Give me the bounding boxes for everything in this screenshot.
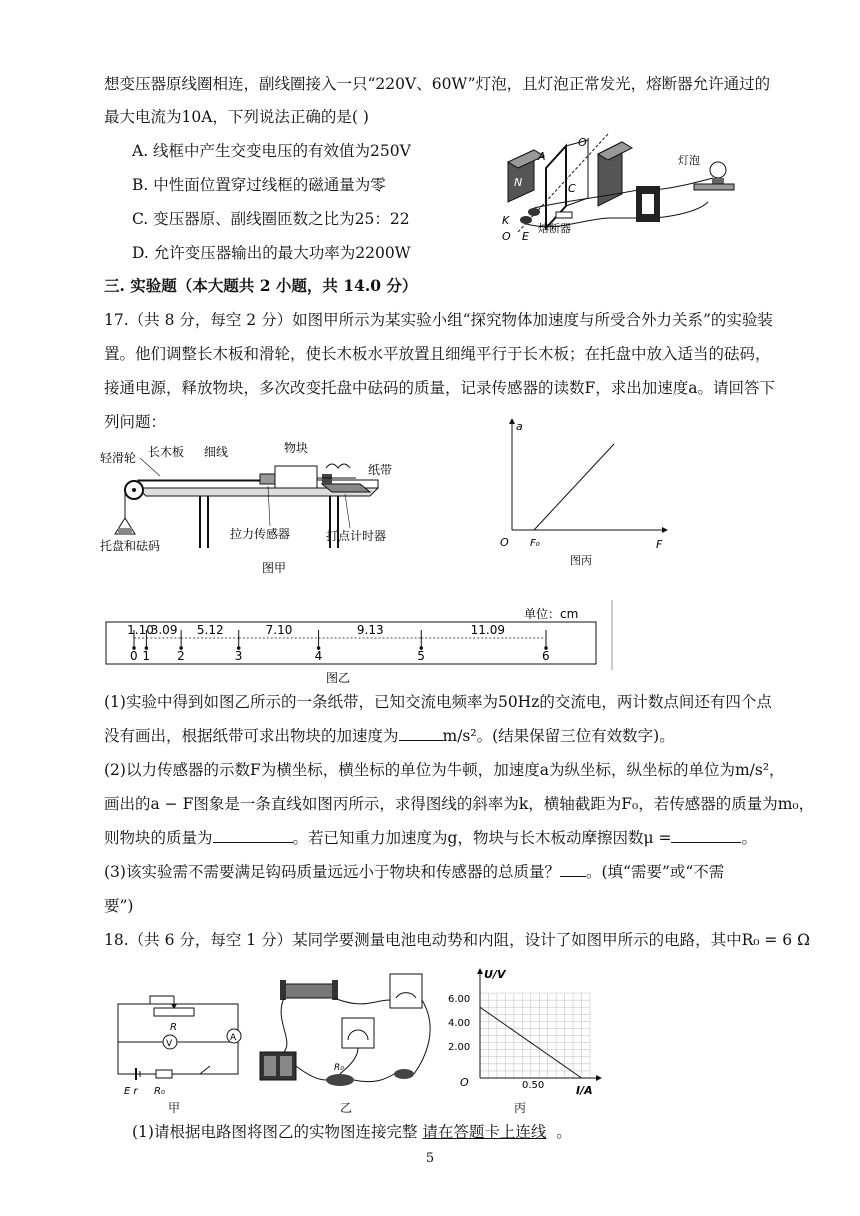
q17-tape-figure xyxy=(100,600,620,686)
q18-p1-suffix: 。 xyxy=(556,1123,572,1141)
q17-p3-suffix: 。(填“需要”或“不需 xyxy=(585,863,725,881)
q17-p3-blank[interactable] xyxy=(560,862,586,877)
ui-x-label: I/A xyxy=(576,1084,593,1097)
q16-option-b: B. 中性面位置穿过线框的磁通量为零 xyxy=(132,176,386,194)
label-sensor: 拉力传感器 xyxy=(230,527,291,541)
q16-option-a: A. 线框中产生交变电压的有效值为250V xyxy=(132,142,411,160)
page-number: 5 xyxy=(425,1151,435,1166)
tape-unit: 单位：cm xyxy=(524,607,579,621)
label-e: E xyxy=(522,230,529,243)
q17-p3-line2: 要”) xyxy=(104,897,134,915)
fig-yi-caption: 图乙 xyxy=(326,671,351,685)
q17-p1-text: 没有画出，根据纸带可求出物块的加速度为 xyxy=(104,727,399,745)
tape-point-label: 1 xyxy=(142,649,151,663)
q17-p3-text: (3)该实验需不需要满足钩码质量远远小于物块和传感器的总质量？ xyxy=(104,863,560,881)
q17-p1-line1: (1)实验中得到如图乙所示的一条纸带，已知交流电频率为50Hz的交流电，两计数点间还有四个点 xyxy=(104,693,772,711)
q18-circuit-diagram xyxy=(110,984,250,1104)
circuit-label-v: V xyxy=(166,1039,173,1049)
ui-xtick-050: 0.50 xyxy=(522,1080,545,1091)
q17-intro-line4: 列问题： xyxy=(104,413,167,431)
label-fuse: 熔断器 xyxy=(538,222,571,235)
tape-point-label: 0 xyxy=(130,649,138,663)
label-a: A xyxy=(538,150,546,163)
label-tray: 托盘和砝码 xyxy=(100,539,161,553)
af-line xyxy=(534,444,614,530)
q17-af-graph xyxy=(496,414,676,574)
q16-option-d: D. 允许变压器输出的最大功率为2200W xyxy=(132,244,411,262)
tape-point-label: 4 xyxy=(314,649,323,663)
q17-p2-text3: 。 xyxy=(741,829,757,847)
ui-origin: O xyxy=(460,1076,469,1089)
fig-bing-caption: 图丙 xyxy=(570,554,592,567)
circuit-label-er: E r xyxy=(124,1086,138,1097)
q17-p1-line2 xyxy=(104,726,675,746)
af-intercept: F₀ xyxy=(530,538,540,549)
q17-p2-line1: (2)以力传感器的示数F为横坐标，横坐标的单位为牛顿，加速度a为纵坐标，纵坐标的单位为m/s²， xyxy=(104,761,785,779)
circuit-label-r: R xyxy=(170,1022,177,1033)
magnet-n-label: N xyxy=(514,176,523,189)
q18-fig-bing-caption: 丙 xyxy=(514,1101,527,1115)
q18-fig-jia-caption: 甲 xyxy=(168,1101,181,1115)
q18-p1-text: (1)请根据电路图将图乙的实物图连接完整 xyxy=(132,1123,418,1141)
q18-intro: 18.（共 6 分，每空 1 分）某同学要测量电池电动势和内阻，设计了如图甲所示的电路，其中R₀ = 6 Ω xyxy=(104,931,810,949)
q18-ui-graph xyxy=(446,962,606,1098)
tape-segment-label: 1.10 xyxy=(127,623,154,637)
ui-ytick-200: 2.00 xyxy=(448,1042,471,1053)
tape-segment-label: 3.09 xyxy=(150,623,178,637)
label-timer: 打点计时器 xyxy=(326,529,387,543)
q18-p1-answer: 请在答题卡上连线 xyxy=(422,1123,547,1141)
q18-fig-yi-caption: 乙 xyxy=(340,1101,353,1115)
tape-point-label: 5 xyxy=(417,649,425,663)
q17-intro-line3: 接通电源，释放物块，多次改变托盘中砝码的质量，记录传感器的读数F，求出加速度a。请回答下 xyxy=(104,379,775,397)
label-string: 细线 xyxy=(204,445,229,459)
q17-p2-text1: 则物块的质量为 xyxy=(104,829,213,847)
q17-p2-text2: 。若已知重力加速度为g，物块与长木板动摩擦因数μ = xyxy=(292,829,672,847)
q16-text-line1: 想变压器原线圈相连，副线圈接入一只“220V、60W”灯泡，且灯泡正常发光，熔断器允许通过的 xyxy=(104,75,771,93)
label-k: K xyxy=(502,214,510,227)
q17-p1-suffix: m/s²。(结果保留三位有效数字)。 xyxy=(442,727,675,745)
tape-point-label: 3 xyxy=(234,649,243,663)
tape-point-label: 6 xyxy=(542,649,550,663)
setup-label-r0: R₀ xyxy=(334,1063,344,1073)
q16-text-line2: 最大电流为10A，下列说法正确的是( ) xyxy=(104,108,369,126)
label-board: 长木板 xyxy=(148,445,185,459)
q17-p1-blank[interactable] xyxy=(399,726,443,741)
q17-intro-line2: 置。他们调整长木板和滑轮，使长木板水平放置且细绳平行于长木板；在托盘中放入适当的砝码， xyxy=(104,345,771,363)
q17-intro-line1: 17.（共 8 分，每空 2 分）如图甲所示为某实验小组“探究物体加速度与所受合外力关系”的实验装 xyxy=(104,311,773,329)
label-o-prime: O' xyxy=(578,136,590,149)
q18-p1 xyxy=(132,1122,572,1142)
tape-point-label: 2 xyxy=(177,649,185,663)
q16-option-c: C. 变压器原、副线圈匝数之比为25：22 xyxy=(132,210,410,228)
circuit-label-r0: R₀ xyxy=(154,1086,165,1097)
label-c: C xyxy=(568,182,576,195)
af-y-label: a xyxy=(516,420,523,433)
ui-grid xyxy=(480,993,590,1078)
q17-p2-line2: 画出的a − F图象是一条直线如图丙所示，求得图线的斜率为k，横轴截距为F₀，若传感器的质量为m₀， xyxy=(104,795,815,813)
tape-segment-label: 9.13 xyxy=(356,623,384,637)
af-x-label: F xyxy=(656,538,663,551)
tape-segment-label: 11.09 xyxy=(470,623,505,637)
af-origin: O xyxy=(500,536,509,549)
q17-p2-line3 xyxy=(104,828,757,848)
ui-ytick-600: 6.00 xyxy=(448,994,471,1005)
section-heading: 三. 实验题（本大题共 2 小题，共 14.0 分） xyxy=(104,276,418,295)
q17-p2-blank-mu[interactable] xyxy=(671,828,741,843)
q17-p2-blank-mass[interactable] xyxy=(213,828,293,843)
fig-jia-caption: 图甲 xyxy=(262,561,287,575)
tape-segment-label: 5.12 xyxy=(196,623,224,637)
label-pulley: 轻滑轮 xyxy=(100,451,137,465)
ui-y-label: U/V xyxy=(484,968,506,981)
tape-segment-label: 7.10 xyxy=(265,623,293,637)
label-tape: 纸带 xyxy=(368,463,393,477)
circuit-label-a: A xyxy=(230,1033,237,1043)
q18-physical-setup xyxy=(254,970,444,1100)
q16-generator-figure xyxy=(498,132,738,244)
ui-ytick-400: 4.00 xyxy=(448,1018,471,1029)
label-o: O xyxy=(502,230,511,243)
label-block: 物块 xyxy=(284,441,309,455)
label-bulb: 灯泡 xyxy=(678,154,700,167)
q17-apparatus-figure xyxy=(100,438,420,576)
q17-p3-line1 xyxy=(104,862,724,882)
